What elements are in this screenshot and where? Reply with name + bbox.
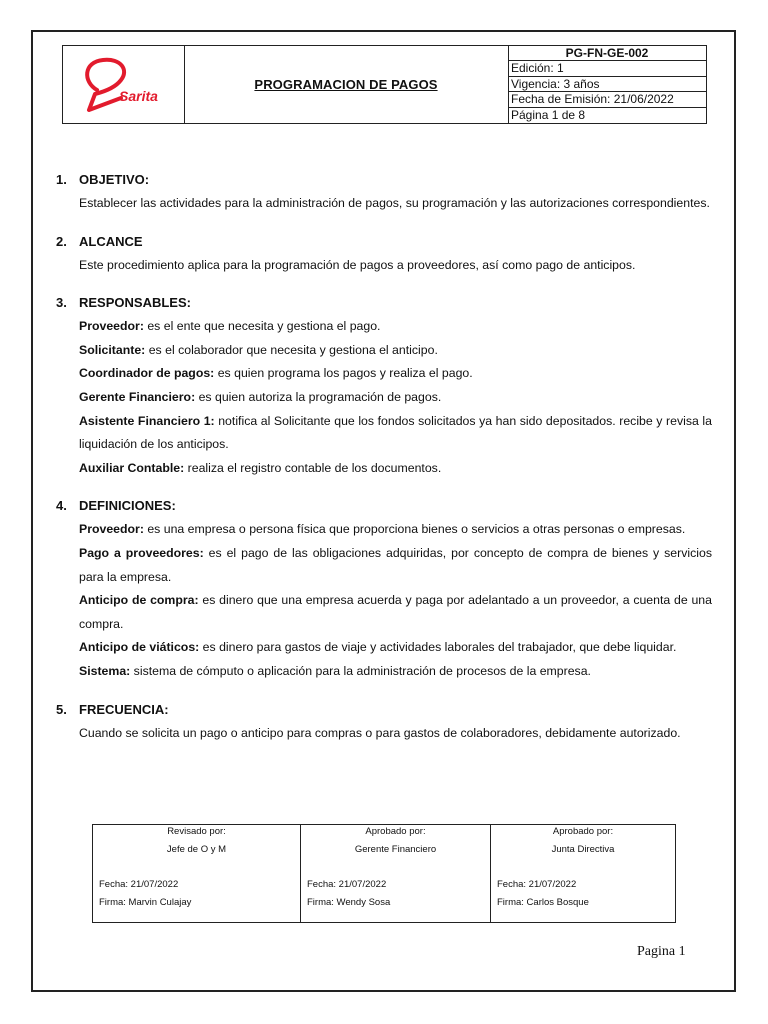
approver-title: Gerente Financiero <box>354 844 437 855</box>
approval-role: Revisado por: <box>167 826 226 837</box>
approval-date: Fecha: 21/07/2022 <box>99 879 179 890</box>
approver-title: Jefe de O y M <box>166 844 227 855</box>
definition-item: Solicitante: es el colaborador que necesita y gestiona el anticipo. <box>79 342 438 357</box>
section-heading: 3. RESPONSABLES: <box>56 295 191 311</box>
section-heading: 2. ALCANCE <box>56 233 143 249</box>
approval-signature: Firma: Wendy Sosa <box>307 897 391 908</box>
document-body <box>56 168 712 745</box>
meta-cell <box>508 46 706 123</box>
definition-item: Auxiliar Contable: realiza el registro contable de los documentos. <box>79 460 442 475</box>
edition: Edición: 1 <box>508 61 706 76</box>
section-heading: 4. DEFINICIONES: <box>56 498 176 514</box>
approval-column <box>93 825 300 922</box>
definition-item: Gerente Financiero: es quien autoriza la programación de pagos. <box>79 389 442 404</box>
logo-wordmark: Sarita <box>119 88 158 104</box>
section-heading: 1. OBJETIVO: <box>56 172 150 187</box>
sarita-logo <box>77 56 173 116</box>
approval-date: Fecha: 21/07/2022 <box>307 879 387 890</box>
validity: Vigencia: 3 años <box>508 77 706 92</box>
definition-item: Coordinador de pagos: es quien programa los pagos y realiza el pago. <box>79 366 473 381</box>
approval-table <box>92 824 676 923</box>
definition-item: Sistema: sistema de cómputo o aplicación para la administración de procesos de la empresa. <box>79 663 591 678</box>
section-text: Este procedimiento aplica para la programación de pagos a proveedores, así como pago de anticipos. <box>79 257 636 272</box>
approval-signature: Firma: Marvin Culajay <box>99 897 192 908</box>
definition-item: Pago a proveedores: es el pago de las obligaciones adquiridas, por concepto de compra de bienes y servicios para la empresa. <box>79 545 712 584</box>
approval-signature: Firma: Carlos Bosque <box>497 897 589 908</box>
definition-item: Anticipo de viáticos: es dinero para gastos de viaje y actividades laborales del trabajador, que debe liquidar. <box>79 640 677 655</box>
approval-date: Fecha: 21/07/2022 <box>497 879 577 890</box>
approver-title: Junta Directiva <box>551 844 615 855</box>
definition-item: Anticipo de compra: es dinero que una empresa acuerda y paga por adelantado a un proveedor, a cuenta de una compra. <box>79 593 712 631</box>
section-text: Cuando se solicita un pago o anticipo para compras o para gastos de colaboradores, debidamente autorizado. <box>79 725 681 740</box>
page-number: Pagina 1 <box>637 944 686 959</box>
approval-column <box>490 825 675 922</box>
title-cell <box>184 46 509 123</box>
document-code: PG-FN-GE-002 <box>508 46 706 61</box>
definition-item: Asistente Financiero 1: notifica al Solicitante que los fondos solicitados ya han sido depositados. recibe y revisa la liquidación de los anticipos. <box>79 413 712 452</box>
logo-cell <box>63 46 185 123</box>
section-heading: 5. FRECUENCIA: <box>56 701 169 717</box>
document-header <box>62 45 707 124</box>
approval-role: Aprobado por: <box>552 826 614 837</box>
approval-column <box>300 825 490 922</box>
issue-date: Fecha de Emisión: 21/06/2022 <box>508 92 706 107</box>
definition-item: Proveedor: es el ente que necesita y gestiona el pago. <box>79 319 381 334</box>
approval-role: Aprobado por: <box>365 826 426 837</box>
document-title: PROGRAMACION DE PAGOS <box>254 77 438 92</box>
section-text: Establecer las actividades para la administración de pagos, su programación y las autorizaciones correspondientes. <box>79 196 710 210</box>
page-count: Página 1 de 8 <box>511 107 586 122</box>
definition-item: Proveedor: es una empresa o persona física que proporciona bienes o servicios a otras personas o empresas. <box>79 522 686 537</box>
